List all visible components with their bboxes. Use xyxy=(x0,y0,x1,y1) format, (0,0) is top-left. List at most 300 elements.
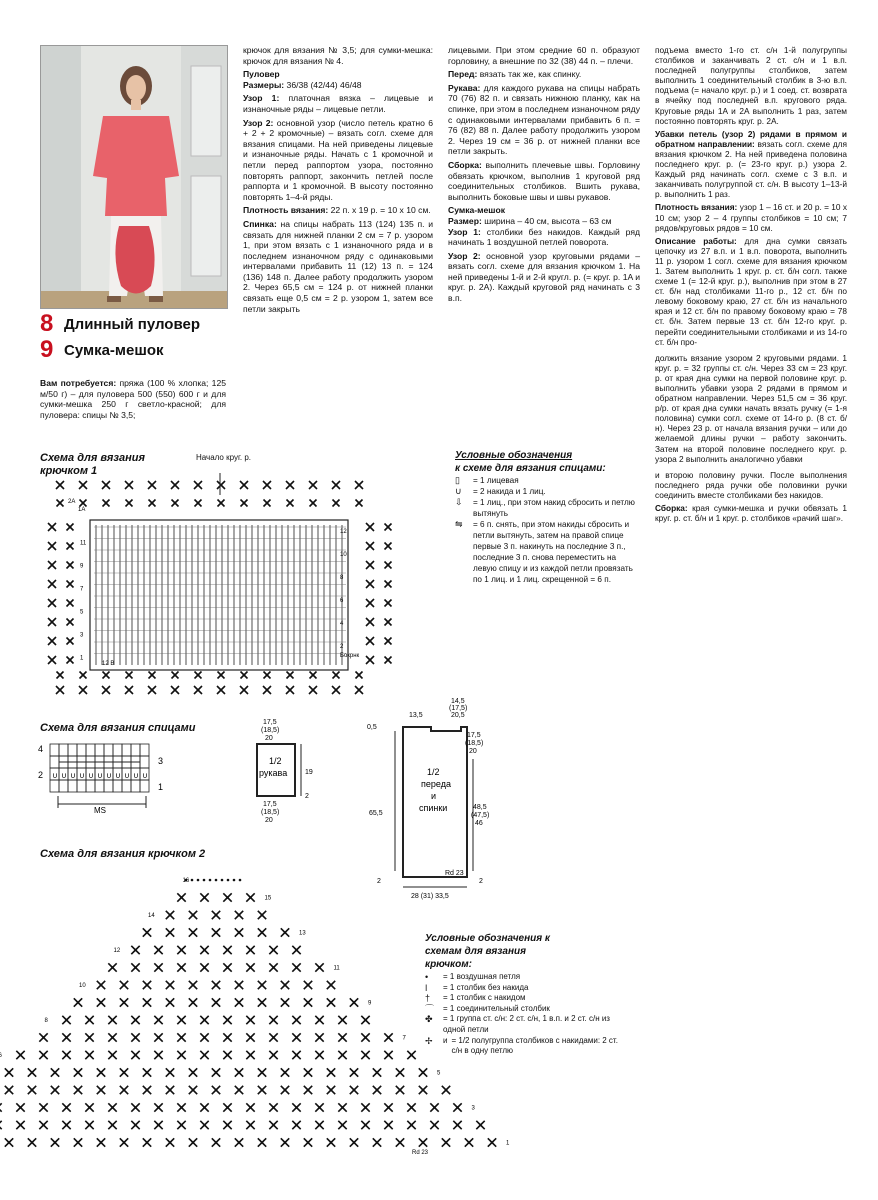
body-neck2: (18,5) xyxy=(465,740,484,747)
shell-motif xyxy=(177,1051,185,1059)
scheme1-title-line1: Схема для вязания xyxy=(40,452,145,464)
shell-motif xyxy=(131,1033,139,1041)
sleeve-bot-w3: 20 xyxy=(265,817,273,824)
scheme2-row-number: 9 xyxy=(368,1000,372,1007)
shell-motif xyxy=(80,672,87,679)
shell-motif xyxy=(453,1121,461,1129)
shell-motif xyxy=(269,963,277,971)
shell-motif xyxy=(200,963,208,971)
pullover-heading: Пуловер xyxy=(243,69,280,80)
svg-text:∪: ∪ xyxy=(124,771,130,780)
shell-motif xyxy=(51,1068,59,1076)
shell-motif xyxy=(120,998,128,1006)
shell-motif xyxy=(48,561,56,569)
front-text: вязать так же, как спинку. xyxy=(479,69,582,80)
sleeve-top-w3: 20 xyxy=(265,735,273,742)
materials-body: пряжа (100 % хлопка; 125 м/50 г) – для пуловера 500 (550) 600 г и для сумки-мешка 250 г светло-красной; для пуловера: спицы № 3,5; xyxy=(40,378,226,420)
bag-pattern2-label: Узор 2: xyxy=(448,250,481,261)
knit-legend-l2: = 2 накида и 1 лиц. xyxy=(473,487,546,496)
shell-motif xyxy=(103,672,110,679)
shell-motif xyxy=(304,1086,312,1094)
shell-motif xyxy=(149,672,156,679)
shell-motif xyxy=(62,1121,70,1129)
shell-motif xyxy=(120,981,128,989)
body-neck1: 17,5 xyxy=(467,732,481,739)
shell-motif xyxy=(218,500,225,507)
shell-motif xyxy=(240,686,248,694)
shell-motif xyxy=(356,500,363,507)
shell-motif xyxy=(5,1138,13,1146)
scheme1-grid xyxy=(94,525,348,665)
scheme2-row-number: 1 xyxy=(506,1140,510,1147)
shell-motif xyxy=(51,1138,59,1146)
bag-density-label: Плотность вязания: xyxy=(655,202,738,213)
chain-stitch-icon: • xyxy=(425,972,429,982)
bag-heading: Сумка-мешок xyxy=(448,205,506,216)
shell-motif xyxy=(355,686,363,694)
density-label: Плотность вязания: xyxy=(243,205,329,216)
shell-motif xyxy=(442,1086,450,1094)
decrease-label: Убавки петель (узор 2) рядами в прямом и обратном направлении: xyxy=(655,128,847,149)
shell-motif xyxy=(85,1051,93,1059)
scheme1-row-number: 5 xyxy=(80,609,84,616)
shell-motif xyxy=(200,1121,208,1129)
shell-motif xyxy=(125,686,133,694)
shell-motif xyxy=(125,481,133,489)
shell-motif xyxy=(200,1016,208,1024)
shell-motif xyxy=(361,1033,369,1041)
knit-ms-label: MS xyxy=(94,806,106,815)
pullover-instructions xyxy=(243,45,433,317)
shell-motif xyxy=(39,1103,47,1111)
shell-motif xyxy=(131,1016,139,1024)
body-line2: и xyxy=(431,791,437,801)
sleeve-label: рукава xyxy=(259,768,288,778)
shell-motif xyxy=(263,481,271,489)
knit-symbol-icon: ▯ xyxy=(455,475,460,485)
scheme1-title-line2: крючком 1 xyxy=(40,465,98,477)
shell-motif xyxy=(74,1068,82,1076)
crochet-legend-title2: схемам для вязания xyxy=(425,946,527,957)
scheme2-row-number: 13 xyxy=(299,930,306,937)
shell-motif xyxy=(384,1051,392,1059)
shell-motif xyxy=(102,686,110,694)
shell-motif xyxy=(108,1016,116,1024)
scheme1-row-number: 7 xyxy=(80,586,84,593)
shell-motif xyxy=(310,500,317,507)
shell-motif xyxy=(235,1068,243,1076)
shell-motif xyxy=(366,637,374,645)
back-label: Спинка: xyxy=(243,218,277,229)
shell-motif xyxy=(85,1016,93,1024)
cross-six-icon: ⇋ xyxy=(455,519,463,529)
shell-motif xyxy=(189,998,197,1006)
shell-motif xyxy=(126,672,133,679)
knit-row-1: 1 xyxy=(158,782,164,792)
shell-motif xyxy=(74,1086,82,1094)
shell-motif xyxy=(16,1051,24,1059)
shell-motif xyxy=(16,1121,24,1129)
crochet-legend-l6: = 1/2 полугруппа столбиков с накидами: 2 ст. с/н в одну петлю xyxy=(451,1035,618,1056)
svg-text:∪: ∪ xyxy=(70,771,76,780)
sleeve-half: 1/2 xyxy=(269,756,282,766)
shell-motif xyxy=(246,1016,254,1024)
shell-motif xyxy=(385,657,392,664)
shell-motif xyxy=(287,672,294,679)
continue-text: должить вязание узором 2 круговыми рядами. 1 круг. р. = 32 группы ст. с/н. Через 33 см = 23 круг. р. от края дна сумки на первой половине круг. р. выполнить убавки узора 2 рядами в прямом и обратном направлении. Через 51,5 см = 36 круг. р/р. от края дна сумки начать вязать ручку (= 1-я половина) сумки согл. схеме от 14-го р. (8 ст. б/н). Через 23 р. от начала вязания ручки – или до желаемой длины ручки – работу закончить. Затем на второй половине последнего круг. р. узора 2 выполнить аналогично убавки xyxy=(655,352,847,464)
sleeve-top-w1: 17,5 xyxy=(263,719,277,726)
shell-motif xyxy=(48,656,56,664)
shell-motif xyxy=(171,481,179,489)
shell-motif xyxy=(350,1086,358,1094)
shell-motif xyxy=(263,686,271,694)
shell-motif xyxy=(366,561,374,569)
body-h2: 48,5 xyxy=(473,804,487,811)
shell-motif xyxy=(67,657,74,664)
shell-motif xyxy=(200,1103,208,1111)
sleeves-label: Рукава: xyxy=(448,82,481,93)
shell-motif xyxy=(350,998,358,1006)
knit-legend-l4: = 6 п. снять, при этом накиды сбросить и петли вытянуть, затем на правой спице первые 3 п. накинуть на последние 3 п., последние 3 п. снова переместить на левую спицу и из каждой петли провязать по 1 лиц. и 1 лиц. скрещенной = 6 п. xyxy=(473,520,633,584)
scheme1-row-2a: 2A xyxy=(68,499,76,505)
sizes-label: Размеры: xyxy=(243,79,285,90)
shell-motif xyxy=(281,981,289,989)
shell-motif xyxy=(200,1051,208,1059)
shell-motif xyxy=(108,1033,116,1041)
shell-motif xyxy=(385,524,392,531)
shell-motif xyxy=(177,1033,185,1041)
shell-motif xyxy=(246,1103,254,1111)
shell-motif xyxy=(407,1051,415,1059)
shell-motif xyxy=(131,1103,139,1111)
shell-motif xyxy=(67,600,74,607)
shell-motif xyxy=(166,1138,174,1146)
scheme1-motif-border xyxy=(48,481,392,694)
shell-motif xyxy=(189,1086,197,1094)
shell-motif xyxy=(62,1103,70,1111)
shell-motif xyxy=(67,543,74,550)
shell-motif xyxy=(131,963,139,971)
shell-motif xyxy=(361,1016,369,1024)
sleeve-height: 19 xyxy=(305,769,313,776)
shell-motif xyxy=(385,600,392,607)
shell-motif xyxy=(56,686,64,694)
shell-motif xyxy=(149,500,156,507)
shell-motif xyxy=(223,946,231,954)
shell-motif xyxy=(166,1086,174,1094)
shell-motif xyxy=(396,1138,404,1146)
shell-motif xyxy=(194,686,202,694)
shell-motif xyxy=(304,1138,312,1146)
scheme1-side-label: Бокрнк xyxy=(340,653,360,659)
sleeve-schematic xyxy=(245,716,325,826)
shell-motif xyxy=(57,672,64,679)
shell-motif xyxy=(39,1051,47,1059)
crochet-legend-l6a: и xyxy=(443,1035,448,1045)
shell-motif xyxy=(407,1121,415,1129)
sleeve-bot-w1: 17,5 xyxy=(263,801,277,808)
shell-motif xyxy=(212,998,220,1006)
scheme1-row-number: 8 xyxy=(340,575,344,581)
shell-motif xyxy=(235,981,243,989)
shell-motif xyxy=(286,686,294,694)
shell-motif xyxy=(264,672,271,679)
shell-motif xyxy=(258,1138,266,1146)
shell-motif xyxy=(366,618,374,626)
shell-motif xyxy=(235,1138,243,1146)
shell-motif xyxy=(419,1086,427,1094)
bag-pattern2-text: основной узор круговыми рядами – вязать согл. схеме для вязания крючком 1. На ней приведены 1-й и 2-й кругл. р. (= круг. р. 1A и круг. р. 2A). Каждый круговой ряд начинать с 3 в.п. xyxy=(448,250,640,304)
scheme2-title: Схема для вязания крючком 2 xyxy=(40,848,206,860)
shell-motif xyxy=(246,893,254,901)
pattern2-text: основной узор (число петель кратно 6 + 2 + 2 кромочные) – вязать согл. схеме для вязания спицами. На ней приведены лицевые и изнаночные ряды. Начать с 1 кромочной и петли перед раппортом узора, постоянно повторять раппорт, закончить петлей после раппорта и 1 кромочной. В высоту постоянно повторять 1–4-й ряды. xyxy=(243,117,433,202)
crochet-legend-l5: = 1 группа ст. с/н: 2 ст. с/н, 1 в.п. и 2 ст. с/н из одной петли xyxy=(443,1014,610,1034)
shell-motif xyxy=(241,500,248,507)
shell-motif xyxy=(80,500,87,507)
shell-motif xyxy=(366,542,374,550)
shell-motif xyxy=(57,500,64,507)
shell-motif xyxy=(355,481,363,489)
shell-motif xyxy=(223,1033,231,1041)
shell-motif xyxy=(67,581,74,588)
shell-motif xyxy=(200,946,208,954)
scheme2-row-number: 11 xyxy=(333,965,340,972)
shell-motif xyxy=(384,1103,392,1111)
shell-motif xyxy=(419,1138,427,1146)
shell-motif xyxy=(430,1103,438,1111)
body-hem-left: 2 xyxy=(377,878,381,885)
body-total-height: 65,5 xyxy=(369,810,383,817)
body-top-w2: (17,5) xyxy=(449,705,468,712)
scheme1-row-number: 10 xyxy=(340,552,347,558)
shell-motif xyxy=(5,1086,13,1094)
shell-motif xyxy=(51,1086,59,1094)
shell-motif xyxy=(332,481,340,489)
pattern1-label: Узор 1: xyxy=(243,93,280,104)
scheme1-count: 12 B xyxy=(102,661,115,667)
shell-motif xyxy=(246,946,254,954)
shell-motif xyxy=(79,686,87,694)
shell-motif xyxy=(28,1138,36,1146)
svg-text:∪: ∪ xyxy=(88,771,94,780)
crochet-legend-l2: = 1 столбик без накида xyxy=(443,982,529,992)
bag-size-text: ширина – 40 см, высота – 63 см xyxy=(484,215,612,226)
single-crochet-icon: ǀ xyxy=(425,982,428,993)
shell-motif xyxy=(62,1016,70,1024)
body-top-w1: 14,5 xyxy=(451,698,465,705)
shell-motif xyxy=(223,1103,231,1111)
shell-motif xyxy=(258,928,266,936)
shell-motif xyxy=(85,1121,93,1129)
shell-motif xyxy=(148,686,156,694)
shell-motif xyxy=(143,928,151,936)
shell-motif xyxy=(74,1138,82,1146)
shell-motif xyxy=(385,543,392,550)
shell-motif xyxy=(269,1016,277,1024)
shell-motif xyxy=(131,946,139,954)
shell-motif xyxy=(465,1138,473,1146)
shell-motif xyxy=(131,1121,139,1129)
shell-motif xyxy=(154,946,162,954)
density-text: 22 п. х 19 р. = 10 х 10 см. xyxy=(330,205,431,216)
shell-motif xyxy=(235,1086,243,1094)
shell-motif xyxy=(177,946,185,954)
shell-motif xyxy=(56,481,64,489)
body-outline xyxy=(403,727,467,877)
shell-motif xyxy=(177,893,185,901)
body-h3: (47,5) xyxy=(471,812,490,819)
shell-motif xyxy=(315,963,323,971)
shell-motif xyxy=(286,481,294,489)
shell-motif xyxy=(48,523,56,531)
shell-motif xyxy=(28,1068,36,1076)
crochet-legend-title1: Условные обозначения к xyxy=(425,933,550,944)
shell-motif xyxy=(74,998,82,1006)
shell-motif xyxy=(373,1068,381,1076)
shell-motif xyxy=(177,1121,185,1129)
shell-motif xyxy=(67,562,74,569)
shell-motif xyxy=(310,672,317,679)
knit-scheme xyxy=(36,738,176,818)
shell-motif xyxy=(189,1138,197,1146)
shell-motif xyxy=(338,1033,346,1041)
scheme1-row-number: 2 xyxy=(340,644,344,650)
shell-motif xyxy=(315,1121,323,1129)
front-sleeves-bag-text xyxy=(448,45,640,307)
shell-motif xyxy=(246,1033,254,1041)
knit-legend-l1: = 1 лицевая xyxy=(473,476,519,485)
photo-illustration xyxy=(41,46,227,308)
scheme1-row-1a: 1A xyxy=(78,507,86,513)
shell-motif xyxy=(292,946,300,954)
shell-motif xyxy=(235,998,243,1006)
scheme1-row-number: 6 xyxy=(340,598,344,604)
shell-motif xyxy=(0,1103,2,1111)
shell-motif xyxy=(476,1121,484,1129)
shell-motif xyxy=(442,1138,450,1146)
shell-motif xyxy=(67,638,74,645)
shell-motif xyxy=(143,1086,151,1094)
shell-motif xyxy=(373,1138,381,1146)
shell-motif xyxy=(385,581,392,588)
scheme2-rd: Rd 23 xyxy=(412,1150,429,1156)
handle-text: и второю половину ручки. После выполнения последнего ряда ручки обе половинки ручки соединить вместе столбиками без накидов. xyxy=(655,469,847,500)
shell-motif xyxy=(258,911,266,919)
shell-motif xyxy=(333,672,340,679)
shell-motif xyxy=(166,928,174,936)
shell-motif xyxy=(304,1068,312,1076)
shell-motif xyxy=(108,963,116,971)
shell-motif xyxy=(309,481,317,489)
sleeve-bot-w2: (18,5) xyxy=(261,809,280,816)
scheme2-row-number: 5 xyxy=(437,1070,441,1077)
shell-motif xyxy=(396,1086,404,1094)
shell-motif xyxy=(327,1138,335,1146)
shell-motif xyxy=(246,1051,254,1059)
shell-motif xyxy=(217,686,225,694)
shell-motif xyxy=(327,1068,335,1076)
shell-motif xyxy=(48,599,56,607)
shell-motif xyxy=(212,1138,220,1146)
shell-motif xyxy=(39,1033,47,1041)
shell-motif xyxy=(85,1033,93,1041)
scheme1-row-number: 3 xyxy=(80,632,84,639)
crochet-legend-l4: = 1 соединительный столбик xyxy=(443,1003,550,1013)
shell-motif xyxy=(48,618,56,626)
shell-motif xyxy=(177,1016,185,1024)
svg-text:∪: ∪ xyxy=(52,771,58,780)
shell-motif xyxy=(67,524,74,531)
knit-legend-title1: Условные обозначения xyxy=(455,450,573,461)
col4-intro: подъема вместо 1-го ст. с/н 1-й полугруппы столбиков и заканчивать 2 ст. с/н и 1 в.п. последней полугруппы столбиков, затем выполнить 1 соединительный столбик в 3-ю в.п. подъема (= начало круг. р.) и 1 соед. ст. возврата в ячейку под последней в.п. кругового ряда. Круговые ряды 1A и 2A выполнить 1 раз, затем постоянно повторять круг. р. 2A. xyxy=(655,45,847,126)
scheme1-bottom-grid-frame xyxy=(90,520,348,670)
shell-motif xyxy=(384,1033,392,1041)
col3-intro: лицевыми. При этом средние 60 п. образуют горловину, а внешние по 32 (38) 44 п. – плечи. xyxy=(448,45,640,66)
shell-motif xyxy=(148,481,156,489)
shell-motif xyxy=(97,981,105,989)
shell-motif xyxy=(154,1051,162,1059)
body-hem-right: 2 xyxy=(479,878,483,885)
shell-motif xyxy=(189,928,197,936)
shell-motif xyxy=(166,981,174,989)
tools-text: крючок для вязания № 3,5; для сумки-мешка: крючок для вязания № 4. xyxy=(243,45,433,66)
shell-motif xyxy=(350,1068,358,1076)
shell-motif xyxy=(292,1033,300,1041)
body-t1: 0,5 xyxy=(367,724,377,731)
shell-motif xyxy=(419,1068,427,1076)
knit-scheme-grid xyxy=(50,744,149,792)
assembly-label: Сборка: xyxy=(448,159,482,170)
shell-motif xyxy=(143,981,151,989)
shell-motif xyxy=(143,1138,151,1146)
shell-motif xyxy=(407,1103,415,1111)
shell-motif xyxy=(48,637,56,645)
crochet-legend-l3: = 1 столбик с накидом xyxy=(443,993,526,1003)
scheme2-row-number: 3 xyxy=(471,1105,475,1112)
shell-motif xyxy=(97,998,105,1006)
project-title-1: Длинный пуловер xyxy=(64,316,200,333)
drop-yarn-icon: ⇩ xyxy=(455,497,463,507)
body-left-top: 13,5 xyxy=(409,712,423,719)
shell-group-icon: ✤ xyxy=(425,1014,433,1025)
body-line3: спинки xyxy=(419,803,448,813)
shell-motif xyxy=(258,981,266,989)
scheme2-row-number: 14 xyxy=(148,913,155,919)
shell-motif xyxy=(16,1103,24,1111)
shell-motif xyxy=(62,1051,70,1059)
sleeves-text: для каждого рукава на спицы набрать 70 (76) 82 п. и связать нижнюю планку, как на спинке, при этом в последнем изнаночном ряду с одинаковыми интервалами прибавить 6 п. = 76 (82) 88 п. Далее работу продолжить узором 2. Через 19 см = 36 р. от нижней планки все петли закрыть. xyxy=(448,82,640,157)
shell-motif xyxy=(292,1051,300,1059)
scheme2-row-number: 10 xyxy=(79,983,86,989)
shell-motif xyxy=(269,1121,277,1129)
shell-motif xyxy=(189,1068,197,1076)
shell-motif xyxy=(315,1103,323,1111)
shell-motif xyxy=(384,1121,392,1129)
shell-motif xyxy=(85,1103,93,1111)
shell-motif xyxy=(212,981,220,989)
shell-motif xyxy=(396,1068,404,1076)
shell-motif xyxy=(350,1138,358,1146)
shell-motif xyxy=(488,1138,496,1146)
shell-motif xyxy=(154,963,162,971)
shell-motif xyxy=(366,523,374,531)
assembly-text: выполнить плечевые швы. Горловину обвязать крючком, выполнив 1 круговой ряд соединительных столбиков. Вшить рукава, выполнить боковые швы и швы рукавов. xyxy=(448,159,641,202)
shell-motif xyxy=(154,1103,162,1111)
sleeve-top-w2: (18,5) xyxy=(261,727,280,734)
shell-motif xyxy=(97,1138,105,1146)
shell-motif xyxy=(212,911,220,919)
knit-legend-l3: = 1 лиц., при этом накид сбросить и петлю вытянуть xyxy=(473,498,635,518)
